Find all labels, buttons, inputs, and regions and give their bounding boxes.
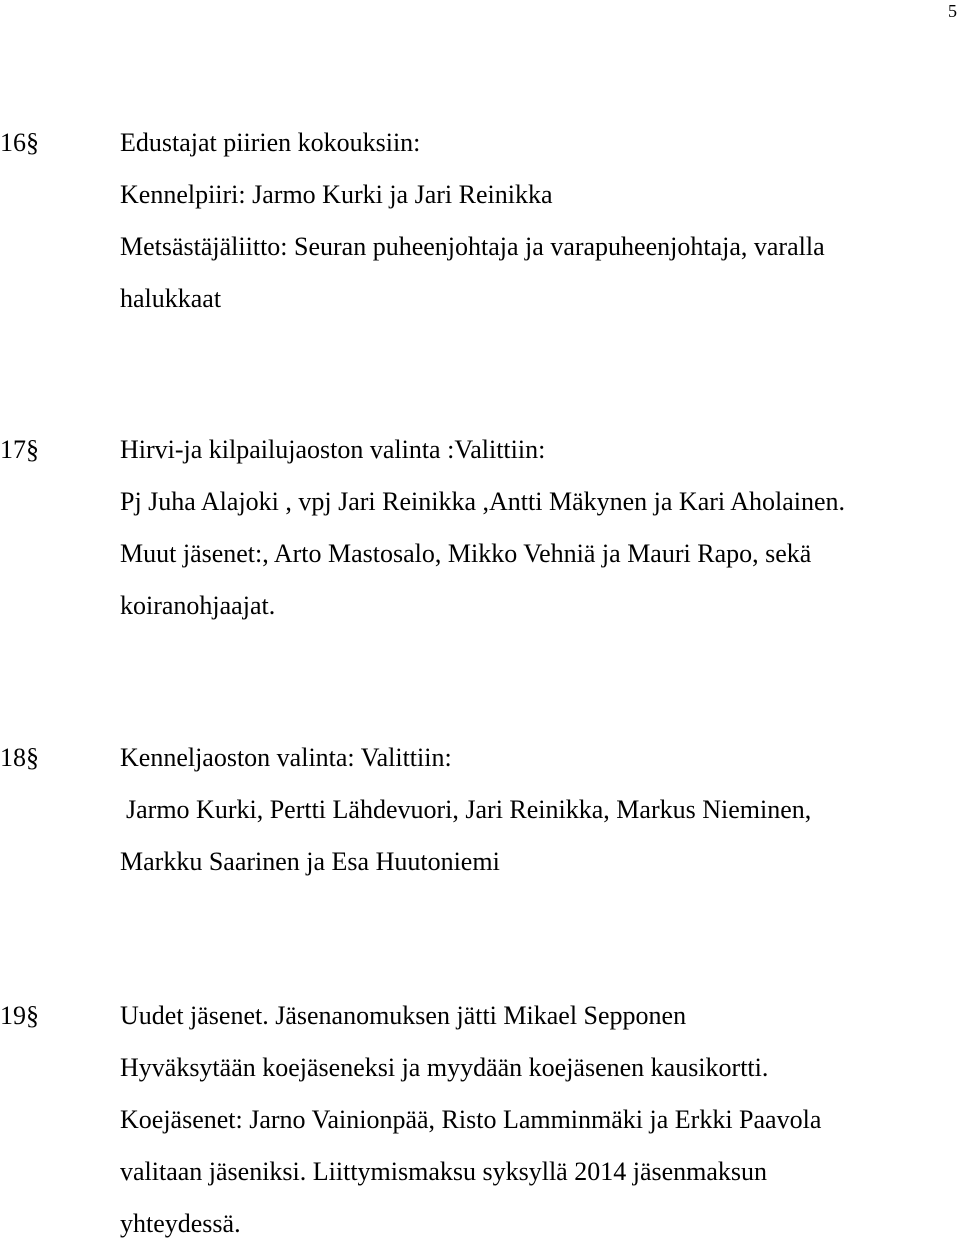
section-number: 19§ — [0, 1001, 39, 1030]
section-line: Jarmo Kurki, Pertti Lähdevuori, Jari Reinikka, Markus Nieminen, — [126, 795, 812, 824]
section-line: Muut jäsenet:, Arto Mastosalo, Mikko Vehniä ja Mauri Rapo, sekä — [120, 539, 812, 568]
section-body — [120, 424, 950, 632]
section-line: valitaan jäseniksi. Liittymismaksu syksyllä 2014 jäsenmaksun — [120, 1157, 768, 1186]
section-line: Edustajat piirien kokouksiin: — [120, 128, 421, 157]
page-number: 5 — [948, 1, 957, 21]
section-line: halukkaat — [120, 284, 222, 313]
section-number: 18§ — [0, 743, 39, 772]
section-line: Hyväksytään koejäseneksi ja myydään koejäsenen kausikortti. — [120, 1053, 769, 1082]
section-line: Koejäsenet: Jarno Vainionpää, Risto Lamminmäki ja Erkki Paavola — [120, 1105, 822, 1134]
section-body — [120, 990, 950, 1250]
section-line: koiranohjaajat. — [120, 591, 276, 620]
section-line: Pj Juha Alajoki , vpj Jari Reinikka ,Antti Mäkynen ja Kari Aholainen. — [120, 487, 846, 516]
section-number: 16§ — [0, 128, 39, 157]
section-body — [120, 117, 950, 325]
section-body — [120, 732, 950, 888]
section-line: yhteydessä. — [120, 1209, 241, 1238]
section-line: Uudet jäsenet. Jäsenanomuksen jätti Mikael Sepponen — [120, 1001, 687, 1030]
section-number: 17§ — [0, 435, 39, 464]
section-line: Markku Saarinen ja Esa Huutoniemi — [120, 847, 500, 876]
section-line: Kennelpiiri: Jarmo Kurki ja Jari Reinikka — [120, 180, 553, 209]
section-line: Kenneljaoston valinta: Valittiin: — [120, 743, 452, 772]
section-line: Hirvi-ja kilpailujaoston valinta :Valittiin: — [120, 435, 546, 464]
section-line: Metsästäjäliitto: Seuran puheenjohtaja ja varapuheenjohtaja, varalla — [120, 232, 825, 261]
